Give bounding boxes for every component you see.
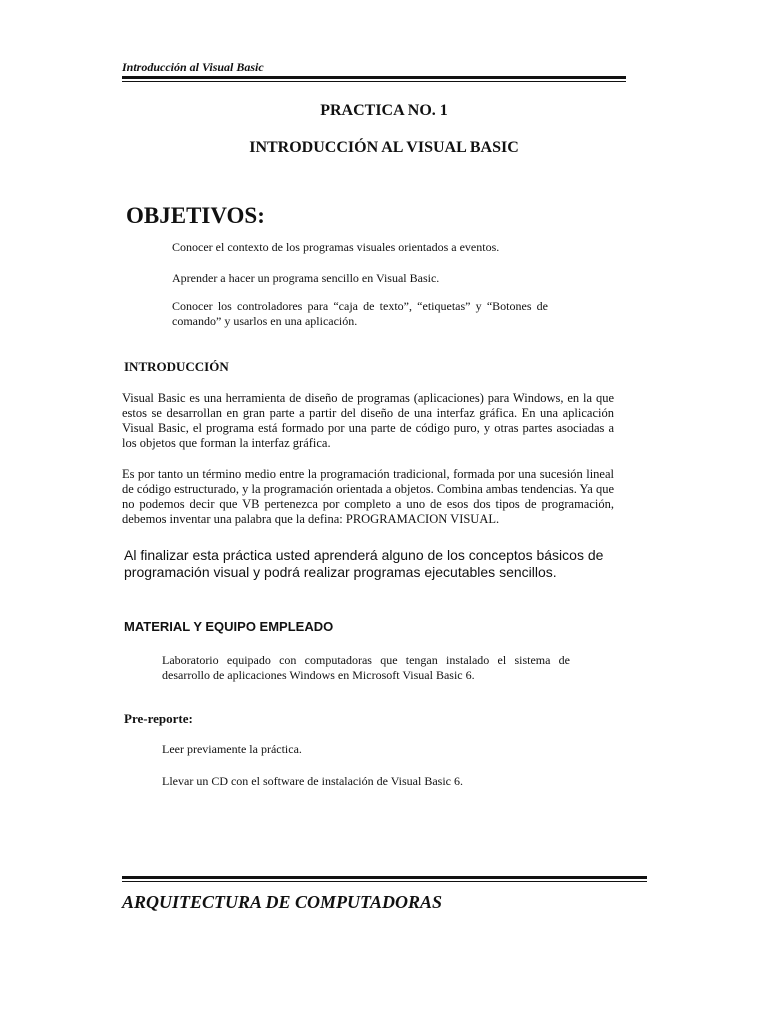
page-subtitle: INTRODUCCIÓN AL VISUAL BASIC [249,139,519,156]
objetivo-item: Aprender a hacer un programa sencillo en Visual Basic. [172,271,440,285]
objetivos-heading: OBJETIVOS: [126,203,265,228]
running-head: Introducción al Visual Basic [122,60,264,74]
material-text: Laboratorio equipado con computadoras que tengan instalado el sistema de desarrollo de aplicaciones Windows en Microsoft Visual Basic 6. [162,653,570,682]
introduccion-paragraph: Es por tanto un término medio entre la programación tradicional, formada por una sucesión lineal de código estructurado, y la programación orientada a objetos. Combina ambas tendencias. Ya que no podemos decir que VB pertenezca por completo a uno de esos dos tipos de programación, debemos inventar una palabra que la defina: PROGRAMACION VISUAL. [122,467,614,526]
prereporte-heading: Pre-reporte: [124,711,193,726]
prereporte-item: Leer previamente la práctica. [162,742,302,756]
page-title: PRACTICA NO. 1 [320,102,448,119]
introduccion-heading: INTRODUCCIÓN [124,359,229,374]
objetivo-item: Conocer el contexto de los programas visuales orientados a eventos. [172,240,500,254]
introduccion-paragraph: Al finalizar esta práctica usted aprenderá alguno de los conceptos básicos de programación visual y podrá realizar programas ejecutables sencillos. [124,547,604,580]
objetivo-item: Conocer los controladores para “caja de texto”, “etiquetas” y “Botones de comando” y usarlos en una aplicación. [172,299,548,328]
footer-rule [122,876,647,882]
prereporte-item: Llevar un CD con el software de instalación de Visual Basic 6. [162,774,463,788]
material-heading: MATERIAL Y EQUIPO EMPLEADO [124,619,334,634]
introduccion-paragraph: Visual Basic es una herramienta de diseño de programas (aplicaciones) para Windows, en la que estos se desarrollan en gran parte a partir del diseño de una interfaz gráfica. En una aplicación Visual Basic, el programa está formado por una parte de código puro, y otras partes asociadas a los objetos que forman la interfaz gráfica. [122,391,614,450]
header-rule [122,76,626,82]
footer-title: ARQUITECTURA DE COMPUTADORAS [122,892,443,912]
